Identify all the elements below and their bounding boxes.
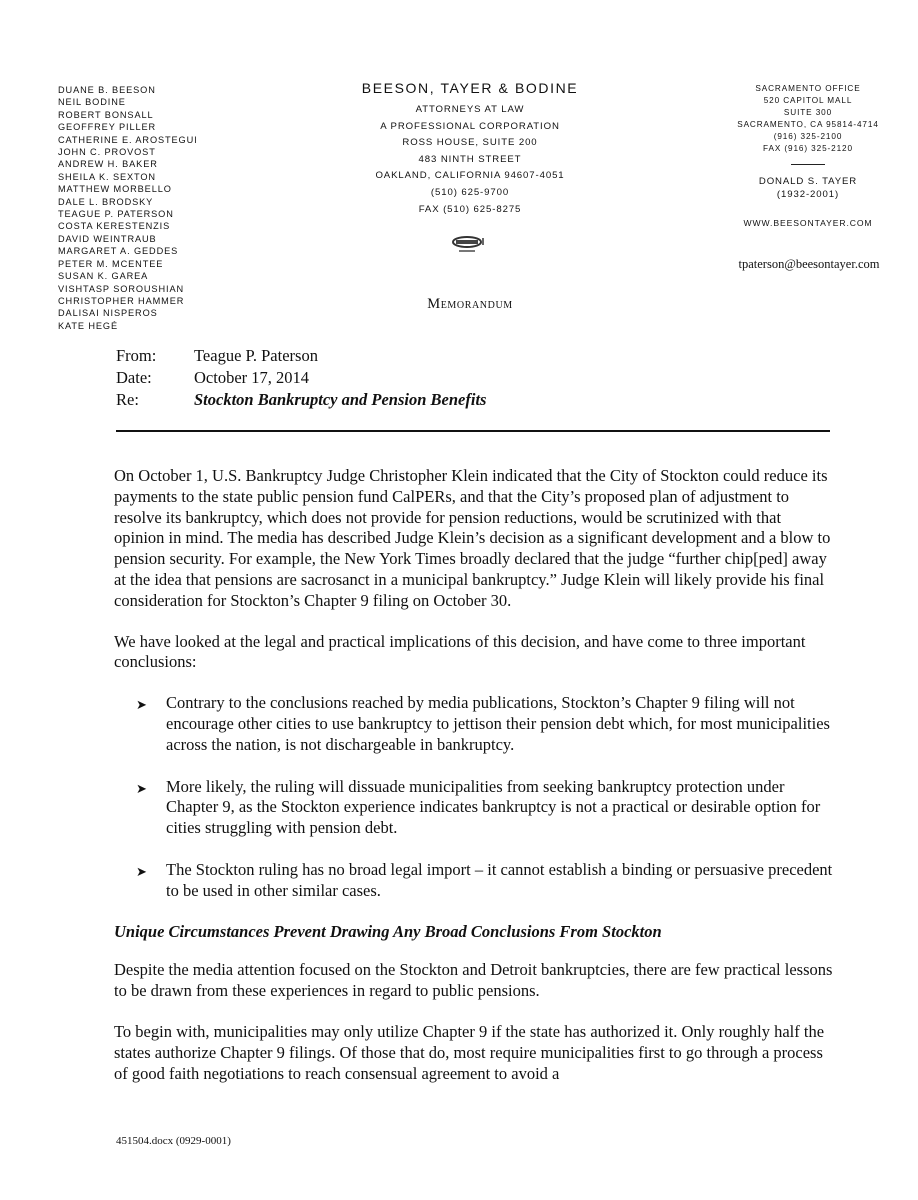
list-item	[136, 860, 834, 902]
firm-address-line: 483 NINTH STREET	[418, 153, 522, 165]
office-street: 520 CAPITOL MALL	[763, 96, 853, 106]
memorandum-label: Memorandum	[427, 296, 513, 312]
from-value: Teague P. Paterson	[194, 346, 318, 365]
firm-fax: FAX (510) 625-8275	[418, 203, 522, 215]
attorney-name: DALE L. BRODSKY	[58, 196, 154, 207]
attorney-name: PETER M. MCENTEE	[58, 258, 164, 269]
memo-header	[116, 345, 486, 411]
firm-name: BEESON, TAYER & BODINE	[361, 80, 579, 96]
section-heading: Unique Circumstances Prevent Drawing Any Broad Conclusions From Stockton	[114, 921, 662, 941]
author-email-link[interactable]: tpaterson@beesontayer.com	[738, 257, 880, 271]
list-item-text: Contrary to the conclusions reached by media publications, Stockton’s Chapter 9 filing will not encourage other cities to use bankruptcy to jettison their pension debt which, for most municipalities across the nation, is not dischargeable in bankruptcy.	[166, 693, 830, 754]
date-row	[116, 367, 486, 389]
office-title: SACRAMENTO OFFICE	[755, 84, 861, 93]
attorney-list	[58, 84, 288, 332]
attorney-name: SHEILA K. SEXTON	[58, 171, 156, 182]
firm-tagline: ATTORNEYS AT LAW	[415, 104, 525, 115]
body-paragraph: Despite the media attention focused on the Stockton and Detroit bankruptcies, there are few practical lessons to be drawn from these experiences in regard to public pensions.	[114, 960, 833, 1001]
attorney-name: COSTA KERESTENZIS	[58, 221, 171, 232]
date-label: Date:	[116, 368, 152, 387]
body-paragraph: We have looked at the legal and practical implications of this decision, and have come to three important conclusions:	[114, 631, 806, 672]
attorney-name: ROBERT BONSALL	[58, 109, 154, 120]
from-row	[116, 345, 486, 367]
firm-corporation: A PROFESSIONAL CORPORATION	[380, 120, 560, 132]
attorney-name: TEAGUE P. PATERSON	[58, 209, 174, 220]
founder-name: DONALD S. TAYER	[758, 175, 858, 187]
attorney-name: ANDREW H. BAKER	[58, 159, 158, 170]
list-item	[136, 693, 834, 755]
subject-value: Stockton Bankruptcy and Pension Benefits	[194, 390, 487, 409]
attorney-name: GEOFFREY PILLER	[58, 122, 157, 133]
date-value: October 17, 2014	[194, 368, 310, 387]
office-phone: (916) 325-2100	[773, 132, 843, 142]
attorney-name: JOHN C. PROVOST	[58, 147, 156, 158]
list-item-text: The Stockton ruling has no broad legal import – it cannot establish a binding or persuasive precedent to be used in other similar cases.	[166, 859, 833, 900]
founder-years: (1932-2001)	[776, 188, 840, 200]
sacramento-office-block	[728, 83, 888, 229]
attorney-name: DALISAI NISPEROS	[58, 308, 158, 319]
arrowhead-bullet-icon: ➤	[136, 697, 147, 713]
list-item-text: More likely, the ruling will dissuade municipalities from seeking bankruptcy protection under Chapter 9, as the Stockton experience indicates bankruptcy is not a practical or desirable option for cities struggling with pension debt.	[166, 776, 821, 838]
attorney-name: CHRISTOPHER HAMMER	[58, 295, 185, 306]
union-label-icon	[445, 232, 495, 258]
firm-address-line: OAKLAND, CALIFORNIA 94607-4051	[375, 170, 565, 182]
attorney-name: DAVID WEINTRAUB	[58, 233, 157, 244]
conclusions-list	[136, 693, 834, 901]
firm-website-link[interactable]: WWW.BEESONTAYER.COM	[743, 217, 873, 228]
body-paragraph: To begin with, municipalities may only utilize Chapter 9 if the state has authorized it. Only roughly half the states authorize Chapter 9 filings. Of those that do, most require municipalities first to go through a process of good faith negotiations to reach consensual agreement to avoid a	[114, 1021, 825, 1083]
attorney-name: VISHTASP SOROUSHIAN	[58, 283, 185, 294]
body-paragraph: On October 1, U.S. Bankruptcy Judge Christopher Klein indicated that the City of Stockton could reduce its payments to the state public pension fund CalPERs, and that the City’s proposed plan of adjustment to resolve its bankruptcy, which does not provide for pension reductions, would be scrutinized with that opinion in mind. The media has described Judge Klein’s decision as a significant development and a blow to pension security. For example, the New York Times broadly declared that the judge “further chip[ped] away at the idea that pensions are sacrosanct in a municipal bankruptcy.” Judge Klein will likely provide his final consideration for Stockton’s Chapter 9 filing on October 30.	[114, 466, 831, 610]
attorney-name: DUANE B. BEESON	[58, 85, 156, 95]
office-fax: FAX (916) 325-2120	[763, 144, 853, 154]
header-divider	[116, 430, 830, 432]
arrowhead-bullet-icon: ➤	[136, 780, 147, 796]
attorney-name: SUSAN K. GAREA	[58, 271, 149, 282]
firm-address-line: ROSS HOUSE, SUITE 200	[402, 137, 538, 149]
office-suite: SUITE 300	[783, 108, 833, 118]
from-label: From:	[116, 346, 157, 365]
attorney-name: MATTHEW MORBELLO	[58, 184, 172, 195]
attorney-name: MARGARET A. GEDDES	[58, 246, 179, 257]
divider	[791, 164, 825, 165]
attorney-name: NEIL BODINE	[58, 97, 126, 108]
attorney-name: KATE HEGÉ	[58, 320, 119, 331]
firm-letterhead	[310, 80, 630, 258]
list-item	[136, 777, 834, 839]
arrowhead-bullet-icon: ➤	[136, 863, 147, 879]
attorney-name: CATHERINE E. AROSTEGUI	[58, 134, 198, 145]
office-city: SACRAMENTO, CA 95814-4714	[737, 120, 879, 130]
firm-phone: (510) 625-9700	[430, 186, 510, 198]
subject-row	[116, 389, 486, 411]
subject-label: Re:	[116, 390, 139, 409]
memo-body	[114, 466, 834, 1104]
document-footer: 451504.docx (0929-0001)	[116, 1135, 231, 1147]
